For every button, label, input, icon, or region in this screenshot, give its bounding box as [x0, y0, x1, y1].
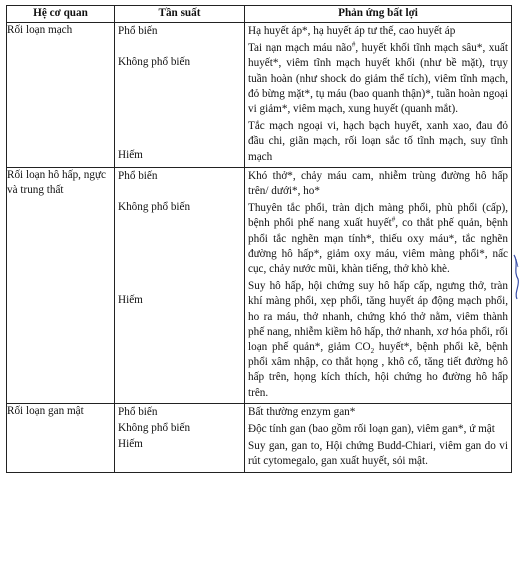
freq-cell: [115, 403, 245, 472]
freq-uncommon: Không phổ biến: [118, 56, 191, 68]
freq-cell: [115, 23, 245, 168]
reaction-uncommon: Độc tính gan (bao gồm rối loạn gan), viêm gan*, ứ mật: [248, 423, 495, 436]
reaction-cell: [245, 23, 512, 168]
freq-rare: Hiếm: [118, 438, 143, 451]
reaction-rare: Suy hô hấp, hội chứng suy hô hấp cấp, ngưng thở, tràn khí màng phổi, xẹp phổi, tăng huyết áp động mạch phổi, ho ra máu, thở nhanh, chứng khó thở nằm, viêm thành phế nang, nhiễm kiềm hô hấp, thở nhanh, xơ hóa phổi, rối loạn phế quản*, giảm $CO_2$ huyết*, bệnh phổi kẽ, bệnh phổi xâm nhập, co thắt họng , khô cổ, tăng tiết đường hô hấp trên, họng kích thích, hội chứng ho đường hô hấp trên.: [248, 280, 508, 399]
reaction-cell: [245, 403, 512, 472]
header-frequency: Tần suất: [115, 6, 245, 23]
table-row: [7, 23, 512, 168]
reaction-uncommon: Thuyên tắc phổi, tràn dịch màng phổi, phù phổi (cấp), bệnh phổi phế nang xuất huyết#, co thắt phế quản, bệnh phổi tắc nghẽn mạn tính*, thiếu oxy máu*, tắc nghẽn đường hô hấp*, giảm oxy máu, viêm màng phổi*, nấc cục, chảy nước mũi, khàn tiếng, thở khò khè.: [248, 202, 509, 276]
table-row: [7, 167, 512, 403]
header-reaction: Phản ứng bất lợi: [245, 6, 512, 23]
freq-rare: Hiếm: [118, 293, 143, 306]
reaction-common: Bất thường enzym gan*: [248, 405, 356, 418]
organ-hepatobiliary: Rối loạn gan mật: [7, 403, 115, 472]
freq-common: Phổ biến: [118, 405, 158, 418]
adverse-reactions-table: [6, 5, 512, 473]
header-organ: Hệ cơ quan: [7, 6, 115, 23]
freq-common: Phổ biến: [118, 169, 158, 182]
freq-uncommon: Không phổ biến: [118, 200, 191, 213]
reaction-rare: Tắc mạch ngoại vi, hạch bạch huyết, xanh xao, đau đỏ đầu chi, giãn mạch, rối loạn sắc tố tĩnh mạch, suy tĩnh mạch: [248, 120, 508, 163]
reaction-common: Hạ huyết áp*, hạ huyết áp tư thế, cao huyết áp: [248, 25, 456, 37]
reaction-uncommon: Tai nạn mạch máu não#, huyết khối tĩnh mạch sâu*, xuất huyết*, viêm tĩnh mạch huyết khối (như bề mặt), trụy tuần hoàn (như shock do giảm thể tích), viêm tĩnh mạch, đỏ bừng mặt*, tụ máu (bao quanh thận)*, tuần hoàn ngoại vi giảm*, viêm mạch, xung huyết (quanh mắt).: [248, 40, 508, 116]
freq-uncommon: Không phổ biến: [118, 422, 191, 435]
stamp-edge-mark: [512, 253, 520, 301]
reaction-common: Khó thở*, chảy máu cam, nhiễm trùng đường hô hấp trên/ dưới*, ho*: [248, 169, 508, 198]
reaction-rare: Suy gan, gan to, Hội chứng Budd-Chiari, viêm gan do vi rút cytomegalo, gan xuất huyết, sỏi mật.: [248, 440, 508, 468]
freq-rare: Hiếm: [118, 149, 143, 161]
table-header-row: [7, 6, 512, 23]
organ-respiratory: Rối loạn hô hấp, ngực và trung thất: [7, 167, 115, 403]
freq-cell: [115, 167, 245, 403]
organ-vascular: Rối loạn mạch: [7, 23, 115, 168]
freq-common: Phổ biến: [118, 25, 158, 37]
reaction-cell: [245, 167, 512, 403]
table-row: [7, 403, 512, 472]
